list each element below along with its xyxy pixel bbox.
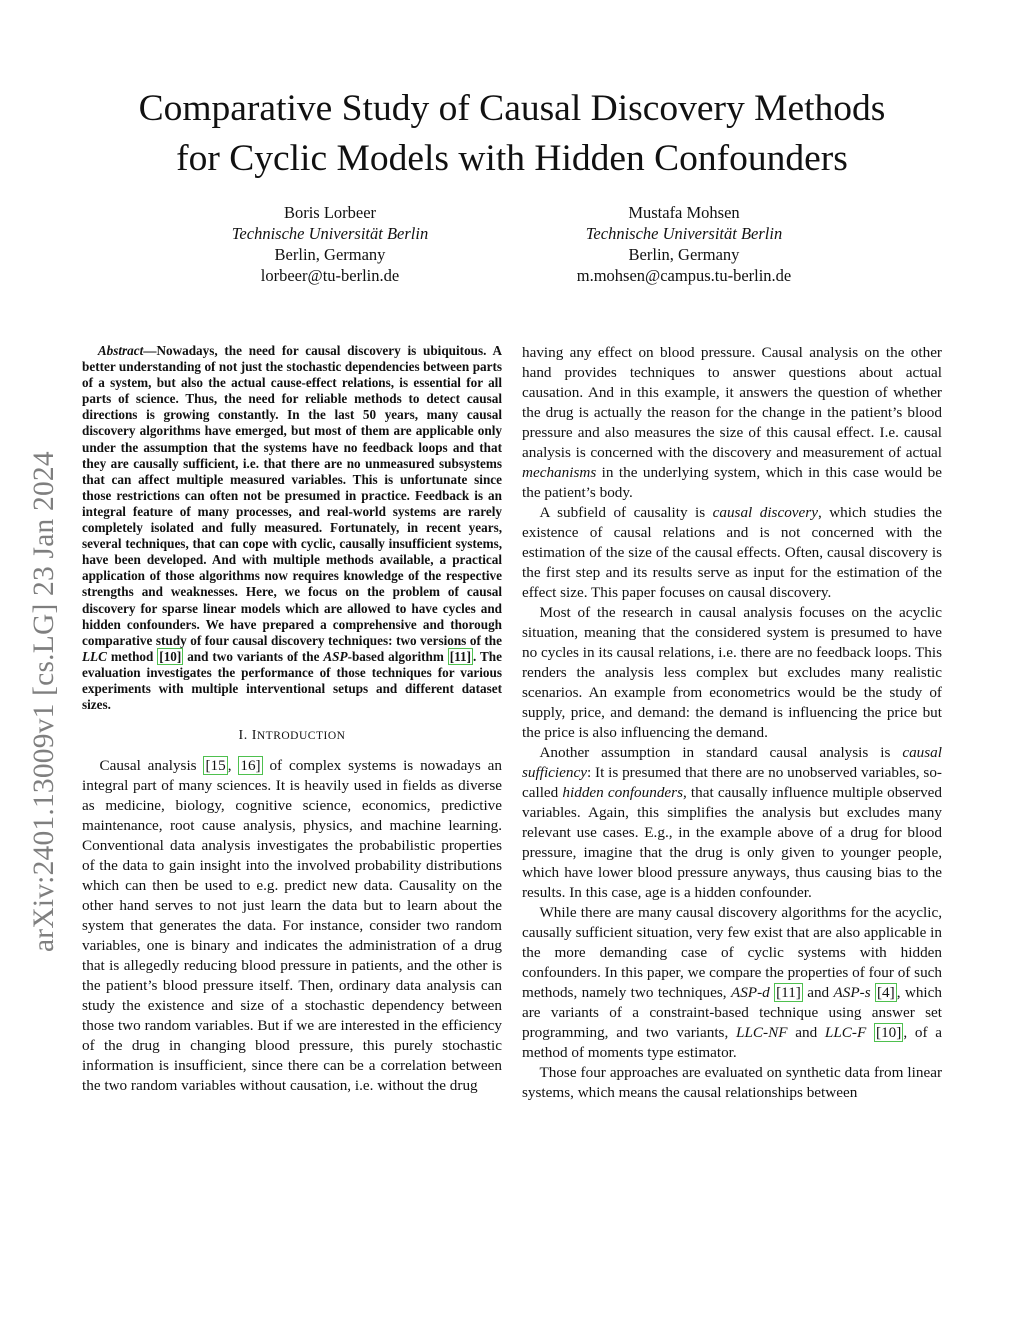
author-block-2	[524, 202, 844, 286]
author-name: Boris Lorbeer	[283, 203, 377, 222]
citation-link[interactable]: [11]	[776, 984, 801, 1001]
right-column	[522, 343, 942, 1103]
intro-paragraph: Causal analysis [15 , 16] of complex systems is nowadays an integral part of many sciences. It is heavily used in fields as diverse as medicine, biology, cognitive science, economics, predictive maintenance, root cause analysis, physics, and machine learning. Conventional data analysis investigates the probabilistic properties of the data to gain insight into the involved probability distributions which can then be used to e.g. predict new data. Causality on the other hand serves to not just learn the data but to learn about the system that generates the data. For instance, consider two random variables, one is binary and indicates the administration of a drug that is allegedly reducing blood pressure in patients, and the other is the patient’s blood pressure itself. Then, ordinary data analysis can study the existence and size of a stochastic dependency between those two random variables. But if we are interested in the efficiency of the drug in changing blood pressure, this purely stochastic information is insufficient, since there can be a correlation between the two random variables without causation, i.e. without the drug	[82, 757, 503, 1095]
citation-link[interactable]: [11]	[449, 648, 472, 664]
citation-link[interactable]: [4]	[877, 984, 895, 1001]
title-line-1: Comparative Study of Causal Discovery Methods	[138, 88, 886, 129]
author-email[interactable]: lorbeer@tu-berlin.de	[260, 266, 400, 285]
paragraph-causal-discovery: A subfield of causality is causal discovery, which studies the existence of causal relations and is not concerned with the estimation of the size of the causal effects. Often, causal discovery is the first step and its results serve as input for the estimation of the effect size. This paper focuses on causal discovery.	[522, 504, 942, 601]
author-email[interactable]: m.mohsen@campus.tu-berlin.de	[576, 266, 792, 285]
title-line-2: for Cyclic Models with Hidden Confounders	[176, 138, 848, 179]
citation-link[interactable]: 16]	[240, 757, 261, 775]
paper-title	[80, 84, 944, 184]
author-block-1	[170, 202, 490, 286]
citation-link[interactable]: [10]	[159, 648, 182, 664]
paragraph-acyclic: Most of the research in causal analysis focuses on the acyclic situation, meaning that the considered system is presumed to have no cycles in its causal relations, i.e. there are no feedback loops. This renders the analysis less complex but excludes many realistic scenarios. An example from econometrics would be the study of supply, price, and demand: the demand is influencing the price but the price is also influencing the demand.	[522, 604, 942, 741]
author-affiliation: Technische Universität Berlin	[231, 224, 429, 243]
author-affiliation: Technische Universität Berlin	[585, 224, 783, 243]
left-column	[82, 343, 502, 1096]
author-location: Berlin, Germany	[274, 245, 386, 264]
abstract-label: Abstract	[97, 343, 144, 358]
paragraph-sufficiency: Another assumption in standard causal analysis is causal sufficiency: It is presumed that there are no unobserved variables, so-called hidden confounders, that causally influence multiple observed variables. Again, this simplifies the analysis but excludes many relevant use cases. E.g., in the example above of a drug for blood pressure, imagine that the drug is only given to younger people, which have lower blood pressure anyways, thus causing bias to the results. In this case, age is a hidden confounder.	[522, 744, 942, 901]
author-location: Berlin, Germany	[628, 245, 740, 264]
citation-link[interactable]: [10]	[876, 1024, 902, 1041]
abstract: Abstract—Nowadays, the need for causal discovery is ubiquitous. A better understanding of not just the stochastic dependencies between parts of a system, but also the actual cause-effect relations, is essential for all parts of science. Thus, the need for reliable methods to detect causal directions is growing constantly. In the last 50 years, many causal discovery algorithms have emerged, but most of them are applicable only under the assumption that the systems have no feedback loops and that they are causally sufficient, i.e. that there are no unmeasured subsystems that can affect multiple measured variables. This is unfortunate since those restrictions can often not be presumed in practice. Feedback is an integral feature of many processes, and real-world systems are rarely completely isolated and fully measured. Fortunately, in recent years, several techniques, that can cope with cyclic, causally insufficient systems, have been developed. And with multiple methods available, a practical application of those algorithms now requires knowledge of the respective strengths and weaknesses. Here, we focus on the problem of causal discovery for sparse linear models which are allowed to have cycles and hidden confounders. We have prepared a comprehensive and thorough comparative study of four causal discovery techniques: two versions of the LLC method [10] and two variants of the ASP-based algorithm [11] . The evaluation investigates the performance of those techniques for various experiments with multiple interventional setups and different dataset sizes.	[82, 343, 502, 713]
author-name: Mustafa Mohsen	[628, 203, 740, 222]
citation-link[interactable]: [15	[205, 757, 226, 775]
paragraph-continued: having any effect on blood pressure. Causal analysis on the other hand provides techniques to answer questions about actual causation. And in this example, it answers the question of whether the drug is actually the reason for the change in the patient’s blood pressure and also measures the size of this causal effect. I.e. causal analysis is concerned with the discovery and measurement of actual mechanisms in the underlying system, which in this case would be the patient’s body.	[522, 344, 942, 501]
section-heading-introduction: I. INTRODUCTION	[238, 728, 346, 744]
paragraph-evaluation: Those four approaches are evaluated on synthetic data from linear systems, which means the causal relationships between	[522, 1064, 942, 1101]
paragraph-methods: While there are many causal discovery algorithms for the acyclic, causally sufficient situation, very few exist that are also applicable in the more demanding case of cyclic systems with hidden confounders. In this paper, we compare the properties of four of such methods, namely two techniques, ASP-d [11] and ASP-s [4] , which are variants of a constraint-based technique using answer set programming, and two variants, LLC-NF and LLC-F [10] , of a method of moments type estimator.	[522, 904, 942, 1061]
arxiv-identifier: arXiv:2401.13009v1 [cs.LG] 23 Jan 2024	[28, 451, 60, 952]
